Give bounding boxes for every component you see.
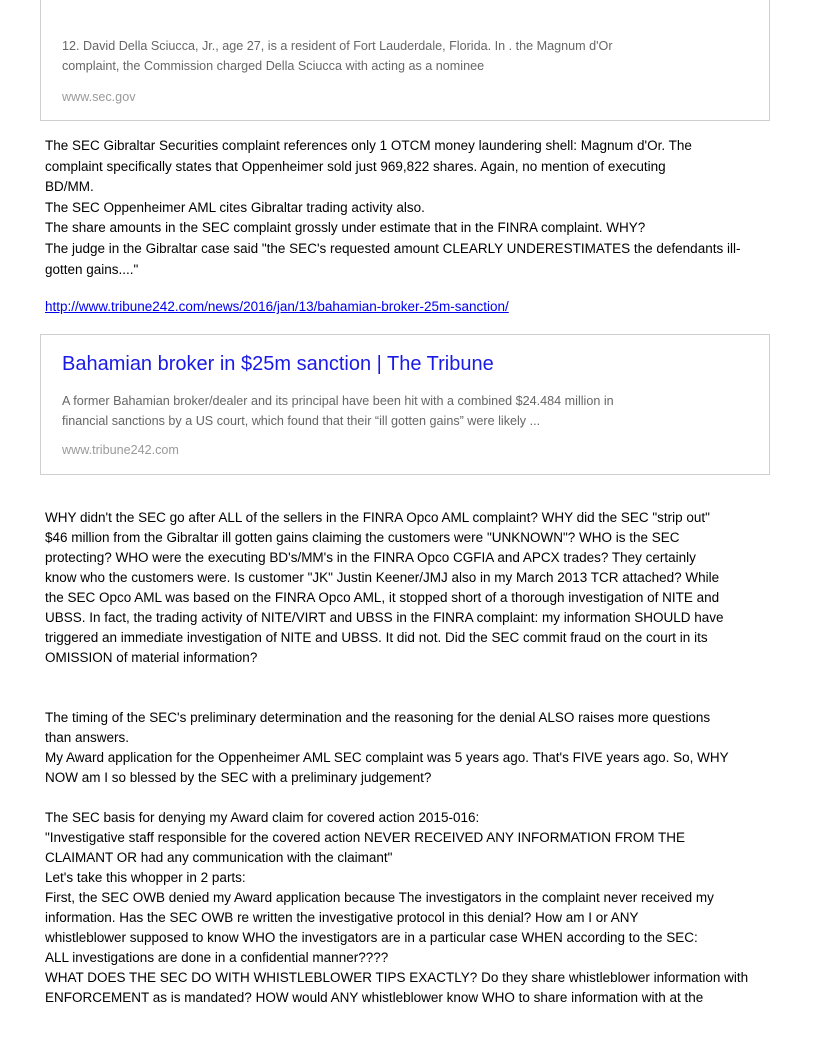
paragraph-denial-basis	[45, 808, 748, 1008]
text-line: protecting? WHO were the executing BD's/MM's in the FINRA Opco CGFIA and APCX trades? They certainly	[45, 550, 696, 565]
tribune-article-link[interactable]: http://www.tribune242.com/news/2016/jan/13/bahamian-broker-25m-sanction/	[45, 299, 509, 314]
text-line: triggered an immediate investigation of NITE and UBSS. It did not. Did the SEC commit fraud on the court in its	[45, 630, 708, 645]
text-line: The share amounts in the SEC complaint grossly under estimate that in the FINRA complaint. WHY?	[45, 220, 646, 236]
text-line: The timing of the SEC's preliminary determination and the reasoning for the denial ALSO raises more questions	[45, 710, 711, 725]
text-line: WHY didn't the SEC go after ALL of the sellers in the FINRA Opco AML complaint? WHY did the SEC "strip out"	[45, 510, 710, 525]
text-line: BD/MM.	[45, 179, 94, 195]
paragraph-timing	[45, 708, 729, 788]
text-line: CLAIMANT OR had any communication with the claimant"	[45, 850, 393, 865]
sec-preview-source: www.sec.gov	[62, 90, 136, 104]
tribune-preview-text	[62, 391, 614, 431]
text-line: The SEC basis for denying my Award claim for covered action 2015-016:	[45, 810, 480, 825]
sec-preview-text	[62, 36, 613, 76]
tribune-preview-title[interactable]: Bahamian broker in $25m sanction | The Tribune	[62, 353, 494, 375]
text-line: My Award application for the Oppenheimer AML SEC complaint was 5 years ago. That's FIVE years ago. So, WHY	[45, 750, 729, 765]
text-line: NOW am I so blessed by the SEC with a preliminary judgement?	[45, 770, 432, 785]
tribune-preview-source: www.tribune242.com	[62, 443, 179, 457]
text-line: the SEC Opco AML was based on the FINRA Opco AML, it stopped short of a thorough investigation of NITE and	[45, 590, 720, 605]
text-line: complaint specifically states that Oppenheimer sold just 969,822 shares. Again, no mention of executing	[45, 158, 666, 174]
preview-line: A former Bahamian broker/dealer and its principal have been hit with a combined $24.484 million in	[62, 394, 614, 408]
preview-line: complaint, the Commission charged Della Sciucca with acting as a nominee	[62, 59, 485, 73]
text-line: The judge in the Gibraltar case said "the SEC's requested amount CLEARLY UNDERESTIMATES the defendants ill-	[45, 240, 741, 256]
sec-link-preview-card[interactable]	[40, 0, 770, 121]
paragraph-gibraltar	[45, 136, 740, 280]
text-line: information. Has the SEC OWB re written the investigative protocol in this denial? How am I or ANY	[45, 910, 639, 925]
text-line: whistleblower supposed to know WHO the investigators are in a particular case WHEN according to the SEC:	[45, 930, 698, 945]
preview-line: financial sanctions by a US court, which found that their “ill gotten gains” were likely ...	[62, 414, 541, 428]
text-line: The SEC Gibraltar Securities complaint references only 1 OTCM money laundering shell: Magnum d'Or. The	[45, 138, 692, 153]
text-line: than answers.	[45, 730, 130, 745]
text-line: gotten gains...."	[45, 261, 139, 277]
text-line: "Investigative staff responsible for the covered action NEVER RECEIVED ANY INFORMATION FROM THE	[45, 830, 686, 845]
text-line: ENFORCEMENT as is mandated? HOW would ANY whistleblower know WHO to share information with at the	[45, 990, 704, 1005]
preview-line: 12. David Della Sciucca, Jr., age 27, is a resident of Fort Lauderdale, Florida. In . the Magnum d'Or	[62, 39, 613, 53]
text-line: OMISSION of material information?	[45, 650, 258, 665]
text-line: WHAT DOES THE SEC DO WITH WHISTLEBLOWER TIPS EXACTLY? Do they share whistleblower information with	[45, 970, 749, 985]
text-line: $46 million from the Gibraltar ill gotten gains claiming the customers were "UNKNOWN"? WHO is the SEC	[45, 530, 680, 545]
tribune-link-preview-card[interactable]	[40, 334, 770, 475]
text-line: Let's take this whopper in 2 parts:	[45, 870, 246, 885]
text-line: First, the SEC OWB denied my Award application because The investigators in the complaint never received my	[45, 890, 714, 905]
paragraph-why-questions	[45, 508, 724, 668]
text-line: know who the customers were. Is customer "JK" Justin Keener/JMJ also in my March 2013 TCR attached? While	[45, 570, 720, 585]
text-line: The SEC Oppenheimer AML cites Gibraltar trading activity also.	[45, 199, 425, 215]
text-line: UBSS. In fact, the trading activity of NITE/VIRT and UBSS in the FINRA complaint: my information SHOULD have	[45, 610, 724, 625]
text-line: ALL investigations are done in a confidential manner????	[45, 950, 389, 965]
